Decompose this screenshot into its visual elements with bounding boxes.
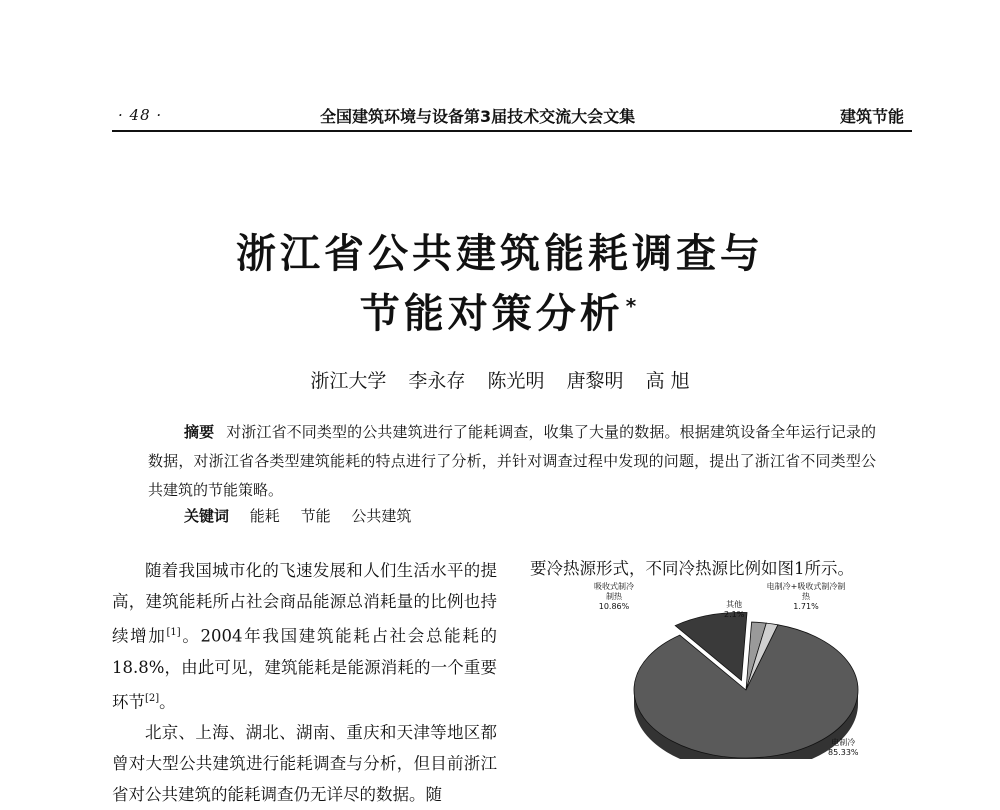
title-footnote-marker: * xyxy=(625,293,641,318)
figure-1-pie-chart xyxy=(588,578,888,759)
pie-label-other-name: 其他 xyxy=(726,600,743,609)
body-paragraph-2: 北京、上海、湖北、湖南、重庆和天津等地区都曾对大型公共建筑进行能耗调查与分析，但目前浙江省对公共建筑的能耗调查仍无详尽的数据。随 xyxy=(112,723,497,804)
citation-ref[interactable]: [1] xyxy=(166,627,181,638)
pie-label-combined-value: 1.71% xyxy=(793,602,819,611)
keyword: 能耗 xyxy=(249,507,280,525)
pie-label-absorption-value: 10.86% xyxy=(598,602,630,611)
author-name: 陈光明 xyxy=(487,370,545,392)
journal-title: 全国建筑环境与设备第3届技术交流大会文集 xyxy=(320,107,636,126)
body-paragraph-1 xyxy=(112,555,497,717)
citation-ref[interactable]: [2] xyxy=(145,692,160,704)
author-name: 高 旭 xyxy=(645,370,690,392)
paper-title-line2-text: 节能对策分析 xyxy=(359,291,624,337)
affiliation: 浙江大学 xyxy=(310,370,387,392)
keyword: 公共建筑 xyxy=(351,507,412,525)
pie-label-electric-name: 电制冷 xyxy=(831,738,856,747)
abstract-label: 摘要 xyxy=(184,423,215,441)
body-left-column xyxy=(112,555,497,810)
keywords-label: 关键词 xyxy=(184,507,230,525)
author-name: 李永存 xyxy=(408,370,466,392)
body-text: 。2004年我国建筑能耗占社会总能耗的18.8%，由此可见，建筑能耗是能源消耗的一个重要环节 xyxy=(112,626,497,711)
abstract-text: 对浙江省不同类型的公共建筑进行了能耗调查，收集了大量的数据。根据建筑设备全年运行记录的数据，对浙江省各类型建筑能耗的特点进行了分析，并针对调查过程中发现的问题，提出了浙江省不同类型公共建筑的节能策略。 xyxy=(148,423,876,499)
pie-label-absorption xyxy=(592,582,636,612)
body-right-text: 要冷热源形式，不同冷热源比例如图1所示。 xyxy=(530,559,854,578)
pie-label-combined xyxy=(766,582,846,612)
author-line xyxy=(0,366,1000,393)
page-number: · 48 · xyxy=(118,106,163,124)
running-header xyxy=(112,104,912,130)
pie-label-combined-name: 电制冷+吸收式制冷制热 xyxy=(766,582,846,601)
pie-label-other-value: 2.1% xyxy=(724,610,745,619)
keyword: 节能 xyxy=(300,507,331,525)
pie-label-electric-value: 85.33% xyxy=(828,748,859,757)
paper-title-line2 xyxy=(0,282,1000,339)
pie-slice-electric xyxy=(634,625,858,758)
pie-label-electric xyxy=(828,738,859,758)
abstract xyxy=(148,418,876,505)
body-text: 。 xyxy=(159,692,176,711)
author-name: 唐黎明 xyxy=(566,370,624,392)
pie-label-other xyxy=(724,600,744,620)
paper-title-line1: 浙江省公共建筑能耗调查与 xyxy=(236,231,764,277)
pie-label-absorption-name: 吸收式制冷制热 xyxy=(594,582,634,601)
section-name: 建筑节能 xyxy=(839,107,904,126)
body-text: 随着我国城市化的飞速发展和人们生活水平的提高，建筑能耗所占社会商品能源总消耗量的比例也持续增加 xyxy=(112,561,497,646)
keywords xyxy=(184,505,427,526)
header-rule xyxy=(112,130,912,132)
